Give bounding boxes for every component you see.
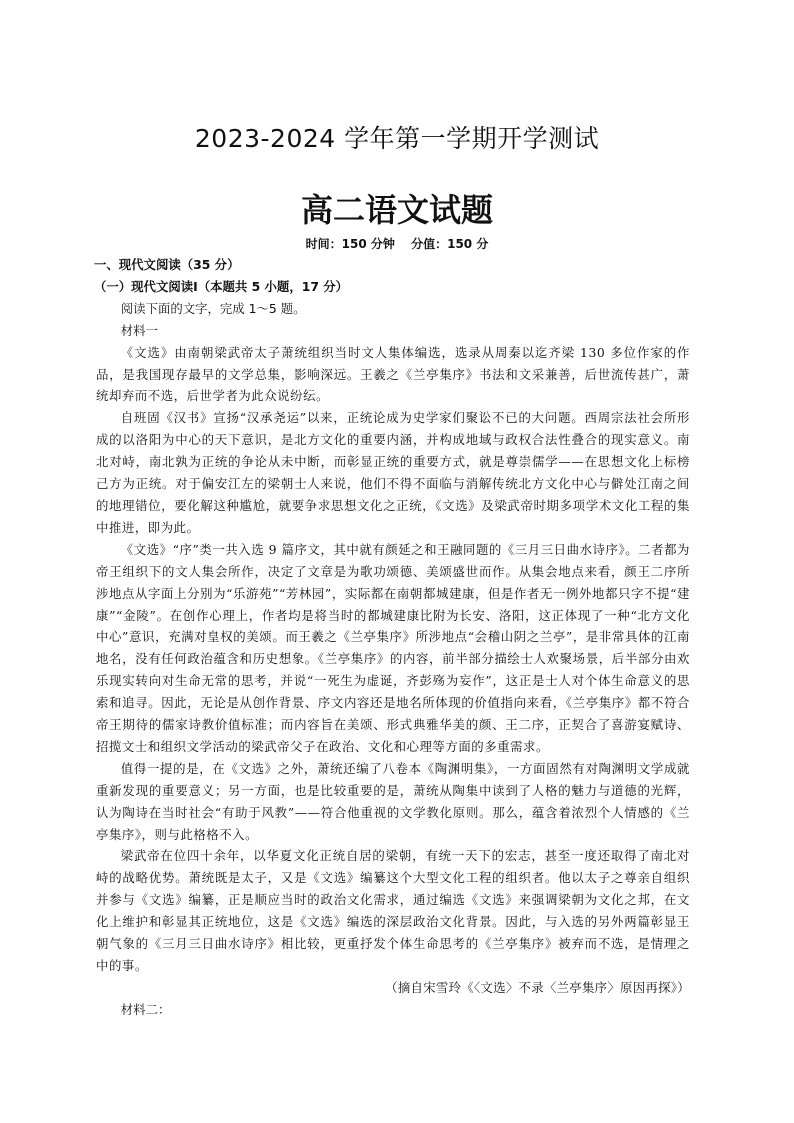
exam-meta xyxy=(0,236,794,253)
section-heading: 一、现代文阅读（35 分） xyxy=(94,257,240,272)
paragraph-2: 自班固《汉书》宣扬“汉承尧运”以来，正统论成为史学家们聚讼不已的大问题。西周宗法社会所形成的以洛阳为中心的天下意识，是北方文化的重要内涵，并构成地域与政权合法性叠合的现实意义。南北对峙，南北孰为正统的争论从未中断，而彰显正统的重要方式，就是尊崇儒学——在思想文化上标榜己方为正统。对于偏安江左的梁朝士人来说，他们不得不面临与消解传统北方文化中心与僻处江南之间的地理错位，要化解这种尴尬，就要争求思想文化之正统，《文选》及梁武帝时期多项学术文化工程的集中推进，即为此。 xyxy=(96,410,690,535)
exam-title: 2023-2024 学年第一学期开学测试 xyxy=(194,124,600,153)
source-citation: （摘自宋雪玲《〈文选〉不录〈兰亭集序〉原因再探》） xyxy=(385,979,690,995)
subject-title: 高二语文试题 xyxy=(300,191,493,229)
reading-instruction: 阅读下面的文字，完成 1～5 题。 xyxy=(120,300,306,316)
paragraph-5: 梁武帝在位四十余年，以华夏文化正统自居的梁朝，有统一天下的宏志，甚至一度还取得了南北对峙的战略优势。萧统既是太子，又是《文选》编纂这个大型文化工程的组织者。他以太子之尊亲自组织并参与《文选》编纂，正是顺应当时的政治文化需求，通过编选《文选》来强调梁朝为文化之邦，在文化上维护和彰显其正统地位，这是《文选》编选的深层政治文化背景。因此，与入选的另外两篇彰显王朝气象的《三月三日曲水诗序》相比较，更重抒发个体生命思考的《兰亭集序》被弃而不选，是情理之中的事。 xyxy=(96,848,690,973)
paragraph-3: 《文选》“序”类一共入选 9 篇序文，其中就有颜延之和王融同题的《三月三日曲水诗序》。二者都为帝王组织下的文人集会所作，决定了文章是为歌功颂德、美颂盛世而作。从集会地点来看，颜王二序所涉地点从字面上分别为“乐游苑”“芳林园”，实际都在南朝都城建康，但是作者无一例外地都只字不提“建康”“金陵”。在创作心理上，作者均是将当时的都城建康比附为长安、洛阳，这正体现了一种“北方文化中心”意识，充满对皇权的美颂。而王羲之《兰亭集序》所涉地点“会稽山阴之兰亭”，是非常具体的江南地名，没有任何政治蕴含和历史想象。《兰亭集序》的内容，前半部分描绘士人欢聚场景，后半部分由欢乐现实转向对生命无常的思考，并说“一死生为虚诞，齐彭殇为妄作”，这正是士人对个体生命意义的思索和追寻。因此，无论是从创作背景、序文内容还是地名所体现的价值指向来看，《兰亭集序》都不符合帝王期待的儒家诗教价值标准；而内容旨在美颂、形式典雅华美的颜、王二序，正契合了喜游宴赋诗、招揽文士和组织文学活动的梁武帝父子在政治、文化和心理等方面的多重需求。 xyxy=(96,541,690,754)
paragraph-1: 《文选》由南朝梁武帝太子萧统组织当时文人集体编选，选录从周秦以迄齐梁 130 多位作家的作品，是我国现存最早的文学总集，影响深远。王羲之《兰亭集序》书法和文采兼善，后世流传甚广，萧统却弃而不选，后世学者为此众说纷纭。 xyxy=(96,344,690,404)
material-one-label: 材料一 xyxy=(120,322,158,338)
subsection-heading: （一）现代文阅读Ⅰ（本题共 5 小题，17 分） xyxy=(94,278,349,294)
material-two-label: 材料二： xyxy=(120,1001,171,1017)
reading-section xyxy=(96,254,690,1021)
score-info: 分值：150 分 xyxy=(411,237,489,251)
time-info: 时间：150 分钟 xyxy=(305,237,395,251)
paragraph-4: 值得一提的是，在《文选》之外，萧统还编了八卷本《陶渊明集》，一方面固然有对陶渊明文学成就重新发现的重要意义；另一方面，也是比较重要的是，萧统从陶集中读到了人格的魅力与道德的光辉，认为陶诗在当时社会“有助于风教”——符合他重视的文学教化原则。那么，蕴含着浓烈个人情感的《兰亭集序》，则与此格格不入。 xyxy=(96,760,690,842)
